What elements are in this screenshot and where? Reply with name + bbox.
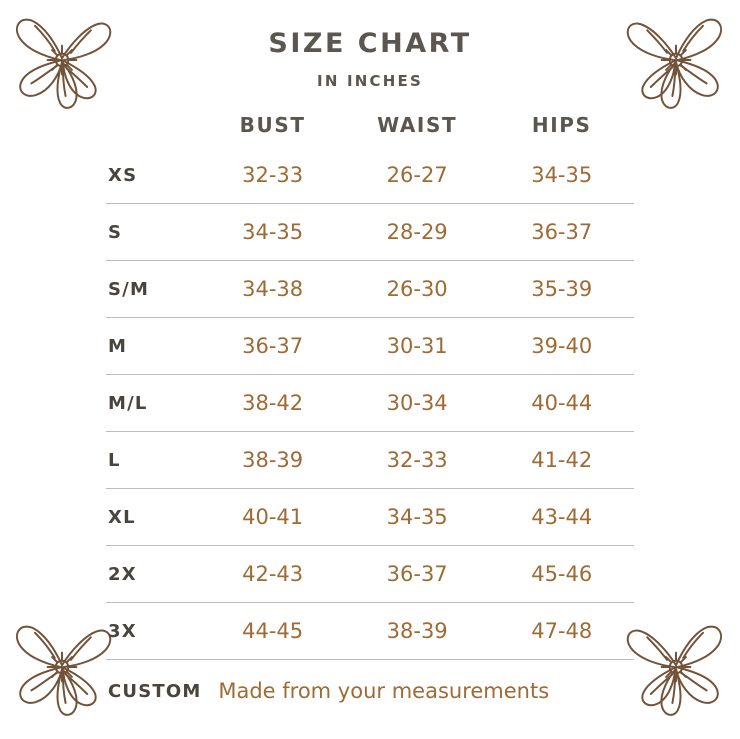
table-row <box>106 546 634 603</box>
cell-hips: 36-37 <box>489 204 634 261</box>
flower-icon <box>8 613 116 721</box>
table-row <box>106 318 634 375</box>
cell-size: M <box>106 318 200 375</box>
cell-hips: 40-44 <box>489 375 634 432</box>
cell-bust: 34-35 <box>200 204 345 261</box>
cell-bust: 32-33 <box>242 163 304 187</box>
table-row <box>106 489 634 546</box>
chart-header <box>0 28 740 90</box>
cell-waist: 26-27 <box>386 163 448 187</box>
cell-bust: 42-43 <box>200 546 345 603</box>
cell-hips: 45-46 <box>489 546 634 603</box>
table-header-row <box>106 112 634 147</box>
table-header <box>106 112 634 147</box>
table-row <box>106 603 634 660</box>
column-header-bust: BUST <box>239 113 306 137</box>
cell-size: 2X <box>106 546 200 603</box>
cell-hips: 34-35 <box>531 163 593 187</box>
cell-waist: 30-31 <box>345 318 490 375</box>
column-header-waist: WAIST <box>377 113 458 137</box>
table-row <box>106 147 634 204</box>
column-header-size <box>106 112 200 147</box>
cell-hips: 39-40 <box>489 318 634 375</box>
cell-waist: 28-29 <box>345 204 490 261</box>
cell-size: XS <box>108 164 138 186</box>
cell-waist: 32-33 <box>345 432 490 489</box>
page-subtitle: IN INCHES <box>317 72 423 90</box>
cell-custom-label: CUSTOM <box>106 660 200 723</box>
cell-bust: 38-42 <box>200 375 345 432</box>
table-row-custom <box>106 660 634 723</box>
cell-waist: 30-34 <box>345 375 490 432</box>
cell-waist: 38-39 <box>345 603 490 660</box>
column-header-hips: HIPS <box>531 113 592 137</box>
cell-size: XL <box>106 489 200 546</box>
cell-size: S <box>106 204 200 261</box>
table-body <box>106 147 634 722</box>
cell-hips: 47-48 <box>489 603 634 660</box>
table-row <box>106 432 634 489</box>
cell-hips: 41-42 <box>489 432 634 489</box>
cell-bust: 40-41 <box>200 489 345 546</box>
cell-bust: 44-45 <box>200 603 345 660</box>
table-row <box>106 375 634 432</box>
page-title: SIZE CHART <box>268 28 472 59</box>
cell-waist: 26-30 <box>345 261 490 318</box>
flower-icon <box>622 613 730 721</box>
cell-size: M/L <box>106 375 200 432</box>
cell-custom-text: Made from your measurements <box>200 660 634 723</box>
size-table-wrapper <box>106 112 634 722</box>
cell-bust: 38-39 <box>200 432 345 489</box>
cell-size: L <box>106 432 200 489</box>
cell-waist: 36-37 <box>345 546 490 603</box>
cell-bust: 34-38 <box>200 261 345 318</box>
table-row <box>106 204 634 261</box>
cell-hips: 43-44 <box>489 489 634 546</box>
cell-size: S/M <box>106 261 200 318</box>
cell-hips: 35-39 <box>489 261 634 318</box>
cell-bust: 36-37 <box>200 318 345 375</box>
table-row <box>106 261 634 318</box>
size-table <box>106 112 634 722</box>
cell-waist: 34-35 <box>345 489 490 546</box>
cell-size: 3X <box>106 603 200 660</box>
